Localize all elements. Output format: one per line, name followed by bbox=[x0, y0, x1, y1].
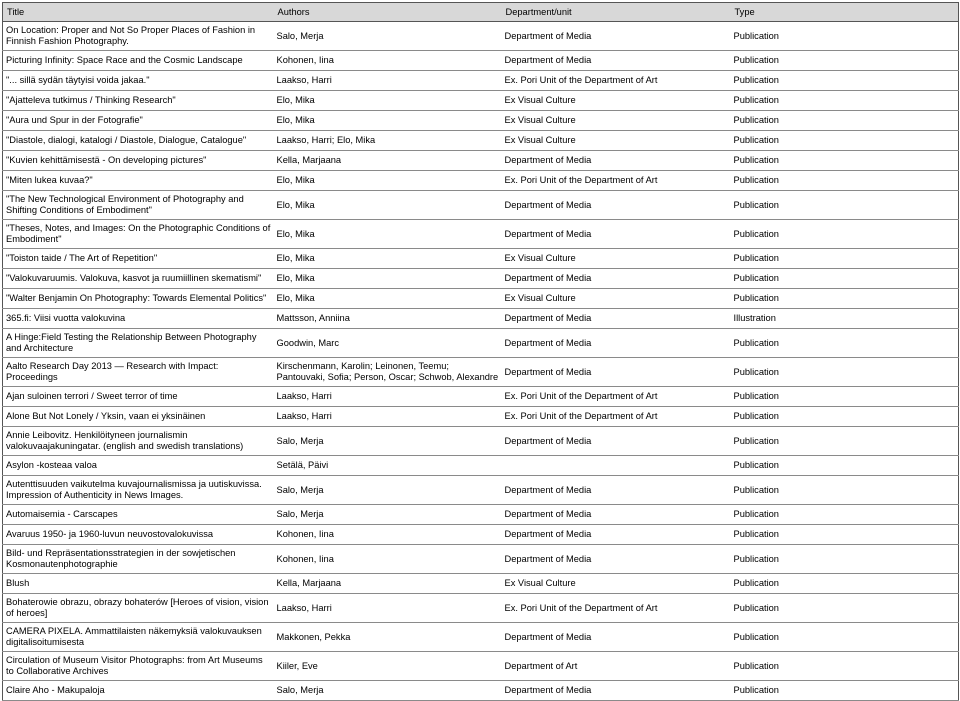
type-cell: Publication bbox=[731, 681, 959, 701]
department-cell: Ex Visual Culture bbox=[502, 91, 731, 111]
authors-cell: Laakso, Harri bbox=[274, 71, 502, 91]
title-cell[interactable]: "Walter Benjamin On Photography: Towards Elemental Politics" bbox=[3, 289, 274, 309]
authors-cell: Salo, Merja bbox=[274, 476, 502, 505]
authors-cell: Kiiler, Eve bbox=[274, 652, 502, 681]
type-cell: Publication bbox=[731, 269, 959, 289]
type-cell: Publication bbox=[731, 505, 959, 525]
table-row[interactable] bbox=[3, 476, 959, 505]
title-cell[interactable]: "Ajatteleva tutkimus / Thinking Research" bbox=[3, 91, 274, 111]
type-cell: Publication bbox=[731, 191, 959, 220]
title-cell[interactable]: Circulation of Museum Visitor Photographs: from Art Museums to Collaborative Archives bbox=[3, 652, 274, 681]
table-row[interactable] bbox=[3, 289, 959, 309]
table-row[interactable] bbox=[3, 623, 959, 652]
table-row[interactable] bbox=[3, 111, 959, 131]
type-cell: Publication bbox=[731, 387, 959, 407]
table-row[interactable] bbox=[3, 71, 959, 91]
department-cell: Department of Media bbox=[502, 623, 731, 652]
type-cell: Publication bbox=[731, 456, 959, 476]
title-cell[interactable]: "Diastole, dialogi, katalogi / Diastole, Dialogue, Catalogue" bbox=[3, 131, 274, 151]
department-cell: Ex Visual Culture bbox=[502, 111, 731, 131]
table-row[interactable] bbox=[3, 594, 959, 623]
department-cell: Department of Media bbox=[502, 51, 731, 71]
title-cell[interactable]: "The New Technological Environment of Photography and Shifting Conditions of Embodiment" bbox=[3, 191, 274, 220]
title-cell[interactable]: CAMERA PIXELA. Ammattilaisten näkemyksiä valokuvauksen digitalisoitumisesta bbox=[3, 623, 274, 652]
column-header-type[interactable]: Type bbox=[731, 3, 959, 22]
department-cell: Ex Visual Culture bbox=[502, 131, 731, 151]
type-cell: Publication bbox=[731, 427, 959, 456]
authors-cell: Mattsson, Anniina bbox=[274, 309, 502, 329]
department-cell bbox=[502, 456, 731, 476]
authors-cell: Kella, Marjaana bbox=[274, 151, 502, 171]
title-cell[interactable]: "Toiston taide / The Art of Repetition" bbox=[3, 249, 274, 269]
type-cell: Publication bbox=[731, 545, 959, 574]
table-row[interactable] bbox=[3, 249, 959, 269]
authors-cell: Kella, Marjaana bbox=[274, 574, 502, 594]
authors-cell: Elo, Mika bbox=[274, 91, 502, 111]
type-cell: Publication bbox=[731, 220, 959, 249]
type-cell: Publication bbox=[731, 111, 959, 131]
department-cell: Ex. Pori Unit of the Department of Art bbox=[502, 387, 731, 407]
department-cell: Department of Media bbox=[502, 309, 731, 329]
department-cell: Department of Media bbox=[502, 329, 731, 358]
type-cell: Publication bbox=[731, 151, 959, 171]
authors-cell: Laakso, Harri bbox=[274, 407, 502, 427]
type-cell: Illustration bbox=[731, 309, 959, 329]
title-cell[interactable]: Ajan suloinen terrori / Sweet terror of time bbox=[3, 387, 274, 407]
authors-cell: Elo, Mika bbox=[274, 269, 502, 289]
publications-table bbox=[2, 2, 959, 701]
authors-cell: Laakso, Harri bbox=[274, 594, 502, 623]
department-cell: Department of Media bbox=[502, 269, 731, 289]
title-cell[interactable]: Avaruus 1950- ja 1960-luvun neuvostovalokuvissa bbox=[3, 525, 274, 545]
department-cell: Department of Media bbox=[502, 545, 731, 574]
authors-cell: Kohonen, Iina bbox=[274, 525, 502, 545]
title-cell[interactable]: Claire Aho - Makupaloja bbox=[3, 681, 274, 701]
table-body bbox=[3, 22, 959, 701]
type-cell: Publication bbox=[731, 358, 959, 387]
type-cell: Publication bbox=[731, 329, 959, 358]
department-cell: Department of Media bbox=[502, 151, 731, 171]
type-cell: Publication bbox=[731, 91, 959, 111]
authors-cell: Laakso, Harri bbox=[274, 387, 502, 407]
type-cell: Publication bbox=[731, 652, 959, 681]
department-cell: Department of Media bbox=[502, 681, 731, 701]
authors-cell: Salo, Merja bbox=[274, 22, 502, 51]
column-header-department[interactable]: Department/unit bbox=[502, 3, 731, 22]
table-row[interactable] bbox=[3, 220, 959, 249]
title-cell[interactable]: Picturing Infinity: Space Race and the Cosmic Landscape bbox=[3, 51, 274, 71]
table-row[interactable] bbox=[3, 22, 959, 51]
table-row[interactable] bbox=[3, 269, 959, 289]
authors-cell: Kohonen, Iina bbox=[274, 51, 502, 71]
department-cell: Department of Media bbox=[502, 191, 731, 220]
table-row[interactable] bbox=[3, 505, 959, 525]
type-cell: Publication bbox=[731, 476, 959, 505]
department-cell: Department of Media bbox=[502, 505, 731, 525]
title-cell[interactable]: Annie Leibovitz. Henkilöityneen journalismin valokuvaajakuningatar. (english and swedish translations) bbox=[3, 427, 274, 456]
title-cell[interactable]: Asylon -kosteaa valoa bbox=[3, 456, 274, 476]
table-row[interactable] bbox=[3, 171, 959, 191]
type-cell: Publication bbox=[731, 623, 959, 652]
table-row[interactable] bbox=[3, 358, 959, 387]
authors-cell: Elo, Mika bbox=[274, 191, 502, 220]
authors-cell: Elo, Mika bbox=[274, 171, 502, 191]
department-cell: Ex. Pori Unit of the Department of Art bbox=[502, 71, 731, 91]
title-cell[interactable]: On Location: Proper and Not So Proper Places of Fashion in Finnish Fashion Photography. bbox=[3, 22, 274, 51]
title-cell[interactable]: "Miten lukea kuvaa?" bbox=[3, 171, 274, 191]
title-cell[interactable]: "Aura und Spur in der Fotografie" bbox=[3, 111, 274, 131]
type-cell: Publication bbox=[731, 525, 959, 545]
table-row[interactable] bbox=[3, 407, 959, 427]
type-cell: Publication bbox=[731, 407, 959, 427]
title-cell[interactable]: A Hinge:Field Testing the Relationship Between Photography and Architecture bbox=[3, 329, 274, 358]
table-row[interactable] bbox=[3, 51, 959, 71]
title-cell[interactable]: Autenttisuuden vaikutelma kuvajournalismissa ja uutiskuvissa. Impression of Authenticity in News Images. bbox=[3, 476, 274, 505]
title-cell[interactable]: 365.fi: Viisi vuotta valokuvina bbox=[3, 309, 274, 329]
title-cell[interactable]: "Kuvien kehittämisestä - On developing pictures" bbox=[3, 151, 274, 171]
table-row[interactable] bbox=[3, 525, 959, 545]
title-cell[interactable]: "Theses, Notes, and Images: On the Photographic Conditions of Embodiment" bbox=[3, 220, 274, 249]
title-cell[interactable]: Aalto Research Day 2013 — Research with Impact: Proceedings bbox=[3, 358, 274, 387]
table-row[interactable] bbox=[3, 652, 959, 681]
type-cell: Publication bbox=[731, 22, 959, 51]
department-cell: Department of Media bbox=[502, 427, 731, 456]
department-cell: Ex Visual Culture bbox=[502, 289, 731, 309]
table-row[interactable] bbox=[3, 387, 959, 407]
department-cell: Ex. Pori Unit of the Department of Art bbox=[502, 407, 731, 427]
type-cell: Publication bbox=[731, 71, 959, 91]
table-row[interactable] bbox=[3, 191, 959, 220]
type-cell: Publication bbox=[731, 289, 959, 309]
title-cell[interactable]: Bild- und Repräsentationsstrategien in der sowjetischen Kosmonautenphotographie bbox=[3, 545, 274, 574]
type-cell: Publication bbox=[731, 594, 959, 623]
title-cell[interactable]: Automaisemia - Carscapes bbox=[3, 505, 274, 525]
authors-cell: Elo, Mika bbox=[274, 111, 502, 131]
table-row[interactable] bbox=[3, 151, 959, 171]
type-cell: Publication bbox=[731, 249, 959, 269]
authors-cell: Salo, Merja bbox=[274, 681, 502, 701]
department-cell: Department of Media bbox=[502, 358, 731, 387]
table-row[interactable] bbox=[3, 456, 959, 476]
department-cell: Ex. Pori Unit of the Department of Art bbox=[502, 594, 731, 623]
authors-cell: Elo, Mika bbox=[274, 289, 502, 309]
table-row[interactable] bbox=[3, 545, 959, 574]
authors-cell: Salo, Merja bbox=[274, 427, 502, 456]
table-row[interactable] bbox=[3, 329, 959, 358]
table-row[interactable] bbox=[3, 574, 959, 594]
type-cell: Publication bbox=[731, 574, 959, 594]
type-cell: Publication bbox=[731, 51, 959, 71]
authors-cell: Kohonen, Iina bbox=[274, 545, 502, 574]
department-cell: Department of Media bbox=[502, 476, 731, 505]
authors-cell: Kirschenmann, Karolin; Leinonen, Teemu; Pantouvaki, Sofia; Person, Oscar; Schwob, Alexandre bbox=[274, 358, 502, 387]
authors-cell: Setälä, Päivi bbox=[274, 456, 502, 476]
department-cell: Department of Art bbox=[502, 652, 731, 681]
authors-cell: Laakso, Harri; Elo, Mika bbox=[274, 131, 502, 151]
type-cell: Publication bbox=[731, 171, 959, 191]
department-cell: Department of Media bbox=[502, 220, 731, 249]
department-cell: Ex. Pori Unit of the Department of Art bbox=[502, 171, 731, 191]
title-cell[interactable]: Blush bbox=[3, 574, 274, 594]
column-header-authors[interactable]: Authors bbox=[274, 3, 502, 22]
table-row[interactable] bbox=[3, 91, 959, 111]
column-header-title[interactable]: Title bbox=[3, 3, 274, 22]
authors-cell: Elo, Mika bbox=[274, 220, 502, 249]
title-cell[interactable]: Bohaterowie obrazu, obrazy bohaterów [Heroes of vision, vision of heroes] bbox=[3, 594, 274, 623]
department-cell: Ex Visual Culture bbox=[502, 574, 731, 594]
table-row[interactable] bbox=[3, 427, 959, 456]
table-header bbox=[3, 3, 959, 22]
type-cell: Publication bbox=[731, 131, 959, 151]
header-row bbox=[3, 3, 959, 22]
title-cell[interactable]: "Valokuvaruumis. Valokuva, kasvot ja ruumiillinen skematismi" bbox=[3, 269, 274, 289]
department-cell: Department of Media bbox=[502, 22, 731, 51]
authors-cell: Salo, Merja bbox=[274, 505, 502, 525]
table-row[interactable] bbox=[3, 131, 959, 151]
department-cell: Department of Media bbox=[502, 525, 731, 545]
authors-cell: Makkonen, Pekka bbox=[274, 623, 502, 652]
title-cell[interactable]: "... sillä sydän täytyisi voida jakaa." bbox=[3, 71, 274, 91]
table-row[interactable] bbox=[3, 681, 959, 701]
table-row[interactable] bbox=[3, 309, 959, 329]
department-cell: Ex Visual Culture bbox=[502, 249, 731, 269]
authors-cell: Goodwin, Marc bbox=[274, 329, 502, 358]
authors-cell: Elo, Mika bbox=[274, 249, 502, 269]
title-cell[interactable]: Alone But Not Lonely / Yksin, vaan ei yksinäinen bbox=[3, 407, 274, 427]
